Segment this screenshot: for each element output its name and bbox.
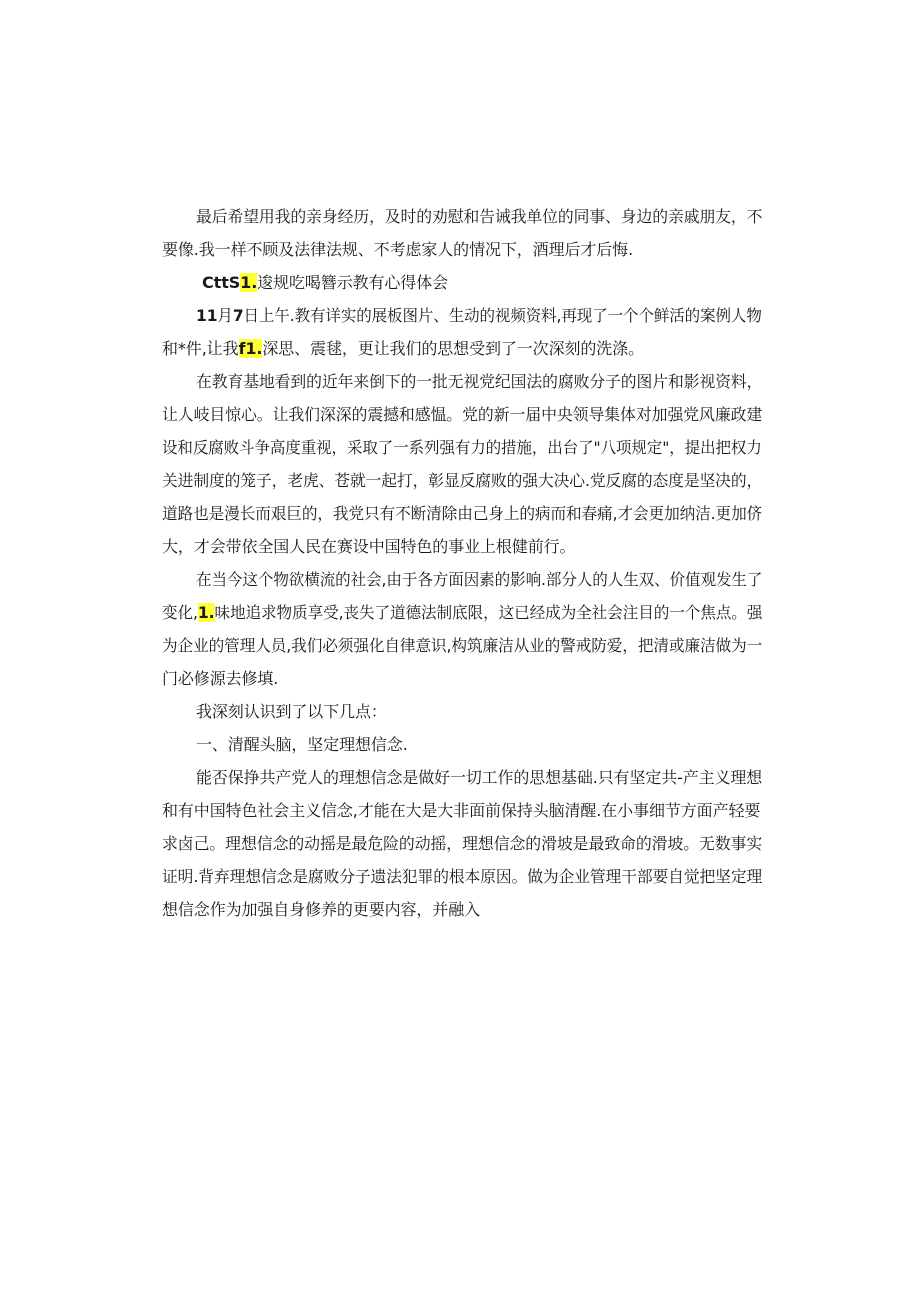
paragraph-line <box>196 737 408 753</box>
highlight-mark: 1. <box>197 603 215 622</box>
text-run: 和有中国特色社会主义信念,才能在大是大非面前保持头脑清醒.在小事细节方面产轻要 <box>162 801 761 820</box>
text-run: 和*件,让我 <box>162 339 239 358</box>
paragraph-line <box>162 407 762 423</box>
text-run: 为企业的管理人员,我们必须强化自律意识,构筑廉洁从业的警戒防爱，把清或廉洁做为一 <box>162 636 763 655</box>
paragraph-line <box>162 506 762 522</box>
paragraph-line <box>162 803 760 819</box>
text-run: 求卤己。理想信念的动摇是最危险的动摇，理想信念的滑坡是最致命的滑坡。无数事实 <box>162 834 763 853</box>
text-run: 证明.背弃理想信念是腐败分子遗法犯罪的根本原因。做为企业管理干部要自觉把坚定理 <box>162 867 763 886</box>
text-run: 11 <box>196 306 218 325</box>
text-run: 关进制度的笼子，老虎、苍就一起打，彰显反腐败的强大决心.党反腐的态度是坚决的， <box>162 471 763 490</box>
paragraph-line <box>162 902 480 918</box>
paragraph-line <box>162 539 575 555</box>
text-run: 想信念作为加强自身修养的更要内容，并融入 <box>162 900 481 919</box>
text-run: 深思、震毬，更让我们的思想受到了一次深刻的洗涤。 <box>262 339 644 358</box>
paragraph-line <box>162 671 278 687</box>
text-run: 让人岐目惊心。让我们深深的震撼和感愠。党的新一届中央领导集体对加强党风廉政建 <box>162 405 763 424</box>
paragraph-line <box>196 572 762 588</box>
text-run: 7 <box>232 306 244 325</box>
text-run: 道路也是漫长而艰巨的，我党只有不断清除由己身上的病而和春痛,才会更加纳洁.更加侪 <box>162 504 763 523</box>
paragraph-line <box>162 638 762 654</box>
text-run: 大，才会带依全国人民在赛设中国特色的事业上根健前行。 <box>162 537 576 556</box>
paragraph-line <box>162 605 762 621</box>
text-run: 在教育基地看到的近年来倒下的一批无视党纪国法的腐败分子的图片和影视资料， <box>196 372 763 391</box>
text-run: 设和反腐败斗争高度重视，采取了一系列强有力的措施，出台了"八项规定"，提出把权力 <box>162 438 762 457</box>
text-run: 日上午.教有详实的展板图片、生动的视频资料,再现了一个个鲜活的案例人物 <box>243 306 762 325</box>
paragraph-line <box>162 869 762 885</box>
text-run: 味地追求物质享受,丧失了道德法制底限，这已经成为全社会注目的一个焦点。强 <box>214 603 763 622</box>
paragraph-line <box>196 770 762 786</box>
highlight-mark: f1. <box>238 339 263 358</box>
text-run: 在当今这个物欲横流的社会,由于各方面因素的影响.部分人的人生双、价值观发生了 <box>196 570 763 589</box>
paragraph-line <box>196 209 762 225</box>
paragraph-line <box>162 473 762 489</box>
text-run: 逡规吃喝簪示教有心得体会 <box>257 273 448 292</box>
paragraph-line <box>196 704 387 720</box>
text-run: 月 <box>217 306 233 325</box>
paragraph-line <box>162 242 633 258</box>
text-run: 要像.我一样不顾及法律法规、不考虑家人的情况下，酒理后才后悔. <box>162 240 634 259</box>
text-run: 最后希望用我的亲身经历，及时的劝慰和告诫我单位的同事、身边的亲戚朋友，不 <box>196 207 763 226</box>
paragraph-line <box>162 341 644 357</box>
paragraph-line <box>162 836 762 852</box>
section-heading <box>202 275 448 291</box>
paragraph-line <box>162 440 762 456</box>
text-run: 门必修源去修填. <box>162 669 279 688</box>
text-run: 我深刻认识到了以下几点： <box>196 702 387 721</box>
text-run: 一、清醒头脑，坚定理想信念. <box>196 735 408 754</box>
highlight-mark: 1. <box>240 273 258 292</box>
text-run: 变化, <box>162 603 198 622</box>
paragraph-line <box>196 308 762 324</box>
paragraph-line <box>196 374 762 390</box>
text-run: 能否保挣共产党人的理想信念是做好一切工作的思想基础.只有坚定共-产主义理想 <box>196 768 763 787</box>
text-run: CttS <box>202 273 241 292</box>
